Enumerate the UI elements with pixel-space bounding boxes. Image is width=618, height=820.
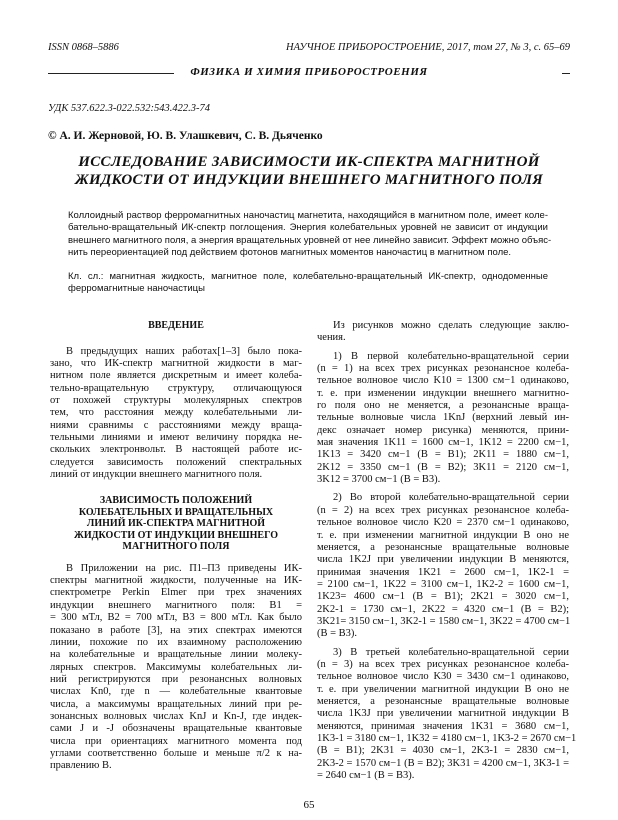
heading-line: ЗАВИСИМОСТЬ ПОЛОЖЕНИЙ <box>99 495 253 507</box>
intro-paragraph <box>50 346 302 482</box>
text-line: 1K3-1 = 3180 см−1, 1K32 = 4180 см−1, 1K3-2 = 2670 см−1 <box>317 733 577 744</box>
text-line: принимая значения 1K21 = 2600 см−1, 1K2-1 = <box>317 566 569 578</box>
text-line: линий от индукции внешнего магнитного поля. <box>50 468 263 480</box>
text-line: В Приложении на рис. П1–П3 приведены ИК- <box>66 562 302 574</box>
text-line: числа при ориентациях магнитного момента под <box>50 735 302 747</box>
keywords-line: Кл. сл.: магнитная жидкость, магнитное поле, колебательно-вращательный ИК-спектр, однодоменные <box>68 271 548 282</box>
section-title: ФИЗИКА И ХИМИЯ ПРИБОРОСТРОЕНИЯ <box>190 66 428 78</box>
text-line: 1K23= 4600 см−1 (B = B1); 2K21 = 3020 см−1, <box>317 591 569 603</box>
text-line: 1) В первой колебательно-вращательной серии <box>333 350 569 362</box>
series-2-paragraph <box>317 492 569 640</box>
journal-citation: НАУЧНОЕ ПРИБОРОСТРОЕНИЕ, 2017, том 27, № 3, с. 65–69 <box>286 42 570 53</box>
text-line: (B = B3). <box>317 628 358 640</box>
text-line: декс означает номер рисунка) меняются, прини- <box>317 424 569 436</box>
text-line: тельное волновое число K30 = 3430 см−1 одинаково, <box>317 671 569 683</box>
text-line: числа, а максимумы вращательных линий при ре- <box>50 698 302 710</box>
text-line: меняются, принимая значения 1K31 = 3680 см−1, <box>317 720 569 732</box>
left-column <box>50 320 302 773</box>
text-line: чения. <box>317 332 346 344</box>
abstract-line: внешнего магнитного поля, а энергия вращательных уровней от нее линейно зависит. Эффект можно объяс- <box>68 234 552 246</box>
text-line: 2K2-1 = 1730 см−1, 2K22 = 4320 см−1 (B = B2); <box>317 603 569 615</box>
text-line: мая значения 1K11 = 1600 см−1, 1K12 = 2200 см−1, <box>317 437 569 449</box>
authors: © А. И. Жерновой, Ю. В. Улашкевич, С. В. Дьяченко <box>48 130 323 142</box>
intro-heading: ВВЕДЕНИЕ <box>148 320 204 331</box>
abstract-line: бательно-вращательный ИК-спектр поглощения. Энергия колебательных уровней не зависит от индукции <box>68 222 548 234</box>
text-line: 1K13 = 3420 см−1 (B = B1); 2K11 = 1880 см−1, <box>317 449 569 461</box>
text-line: скольких электронвольт. В настоящей работе ис- <box>50 444 302 456</box>
text-line: = 300 мТл, B2 = 700 мТл, B3 = 800 мТл. Как было <box>50 612 302 624</box>
text-line: (n = 2) на всех трех рисунках резонансное колеба- <box>317 504 569 516</box>
title-line: ИССЛЕДОВАНИЕ ЗАВИСИМОСТИ ИК-СПЕКТРА МАГНИТНОЙ <box>78 154 540 170</box>
text-line: тельными линиями и имеют величину порядка не- <box>50 431 302 443</box>
text-line: 2K12 = 3350 см−1 (B = B2); 3K11 = 2120 см−1, <box>317 461 569 473</box>
section-rule-right <box>562 73 570 74</box>
issn: ISSN 0868–5886 <box>48 42 119 53</box>
text-line: числах Kn0, где n — колебательные квантовые <box>50 686 302 698</box>
keywords-line: ферромагнитные наночастицы <box>68 283 205 295</box>
series-1-paragraph <box>317 351 569 487</box>
text-line: индукции внешнего магнитного поля: B1 = <box>50 599 302 611</box>
text-line: спектры магнитной жидкости, полученные на ИК- <box>50 575 302 587</box>
text-line: тельные волновые числа 1KnJ (верхний левый ин- <box>317 412 569 424</box>
text-line: го поля оно не меняется, а резонансные враща- <box>317 400 569 412</box>
keywords <box>68 271 548 296</box>
text-line: спектрометре Perkin Elmer при трех значениях <box>50 587 302 599</box>
text-line: тем, что расстояния между колебательными ли- <box>50 407 302 419</box>
text-line: нитном поле является дискретным и имеет колеба- <box>50 370 302 382</box>
udk-code: УДК 537.622.3-022.532:543.422.3-74 <box>48 103 211 114</box>
page-number: 65 <box>303 799 315 811</box>
text-line: линии, похожие по их взаимному расположению <box>50 636 302 648</box>
heading-line: КОЛЕБАТЕЛЬНЫХ И ВРАЩАТЕЛЬНЫХ <box>78 506 274 518</box>
text-line: тельное волновое число K20 = 2370 см−1 одинаково, <box>317 517 569 529</box>
text-line: = 2640 см−1 (B = B3). <box>317 770 415 782</box>
text-line: т. е. при изменении индукции внешнего магнитно- <box>317 387 569 399</box>
dependence-paragraph <box>50 563 302 773</box>
text-line: (n = 3) на всех трех рисунках резонансное колеба- <box>317 658 569 670</box>
dependence-heading <box>50 495 302 553</box>
text-line: = 2100 см−1, 1K22 = 3100 см−1, 1K2-2 = 1600 см−1, <box>317 578 569 590</box>
text-line: меняется, а резонансные вращательные волновые <box>317 541 569 553</box>
section-banner <box>48 67 570 79</box>
abstract-line: Коллоидный раствор ферромагнитных наночастиц магнетита, находящийся в магнитном поле, имеет коле- <box>68 210 548 221</box>
text-line: зано, что ИК-спектр магнитной жидкости в маг- <box>50 357 302 369</box>
heading-line: ЛИНИЙ ИК-СПЕКТРА МАГНИТНОЙ <box>86 518 266 530</box>
text-line: правлению B. <box>50 760 112 772</box>
text-line: ний регистрируются при резонансных волновых <box>50 673 302 685</box>
text-line: тельное волновое число K10 = 1300 см−1 одинаково, <box>317 375 569 387</box>
text-line: показано в работе [3], на этих спектрах имеются <box>50 624 302 636</box>
text-line: следуется зависимость положений спектральных <box>50 456 302 468</box>
text-line: числа 1K3J при увеличении магнитной индукции B <box>317 708 569 720</box>
text-line: 2) Во второй колебательно-вращательной серии <box>333 492 569 504</box>
text-line: углами соответственно больше и меньше π/2 к на- <box>50 747 302 759</box>
text-line: ниями сравнимы с расстояниями между враща- <box>50 419 302 431</box>
text-line: на колебательные и вращательные линии молеку- <box>50 649 302 661</box>
article-title <box>52 153 566 189</box>
abstract-line: нить переориентацией под действием фотонов магнитных моментов наночастиц в магнитном поле. <box>68 247 512 259</box>
text-line: 3K21= 3150 см−1, 3K2-1 = 1580 см−1, 3K22 = 4700 см−1 <box>317 615 571 627</box>
text-line: Из рисунков можно сделать следующие заклю- <box>333 320 569 331</box>
right-column <box>317 320 577 782</box>
text-line: В предыдущих наших работах[1–3] было пока- <box>66 345 302 357</box>
text-line: 2K3-2 = 1570 см−1 (B = B2); 3K31 = 4200 см−1, 3K3-1 = <box>317 757 569 769</box>
text-line: от похожей структуры молекулярных спектров <box>50 394 302 406</box>
conclusions-intro <box>317 320 569 345</box>
text-line: тельно-вращательную структуру, отличающуюся <box>50 382 302 394</box>
text-line: зонансных волновых числах KnJ и Kn-J, где индек- <box>50 710 302 722</box>
title-line: ЖИДКОСТИ ОТ ИНДУКЦИИ ВНЕШНЕГО МАГНИТНОГО ПОЛЯ <box>74 172 544 188</box>
series-3-paragraph <box>317 646 577 783</box>
text-line: сами J и -J обозначены вращательные квантовые <box>50 723 302 735</box>
heading-line: ЖИДКОСТИ ОТ ИНДУКЦИИ ВНЕШНЕГО <box>74 529 278 541</box>
text-line: (B = B1); 2K31 = 4030 см−1, 2K3-1 = 2830 см−1, <box>317 745 569 757</box>
text-line: т. е. при увеличении магнитной индукции B оно не <box>317 683 569 695</box>
text-line: числа 1K2J при увеличении индукции B меняются, <box>317 554 569 566</box>
text-line: т. е. при изменении магнитной индукции B оно не <box>317 529 569 541</box>
text-line: (n = 1) на всех трех рисунках резонансное колеба- <box>317 363 569 375</box>
text-line: 3K12 = 3700 см−1 (B = B3). <box>317 474 441 486</box>
text-line: 3) В третьей колебательно-вращательной серии <box>333 646 569 658</box>
abstract <box>68 210 552 260</box>
text-line: лярных спектров. Максимумы колебательных ли- <box>50 661 302 673</box>
heading-line: МАГНИТНОГО ПОЛЯ <box>122 541 230 553</box>
text-line: меняется, а резонансные вращательные волновые <box>317 695 569 707</box>
